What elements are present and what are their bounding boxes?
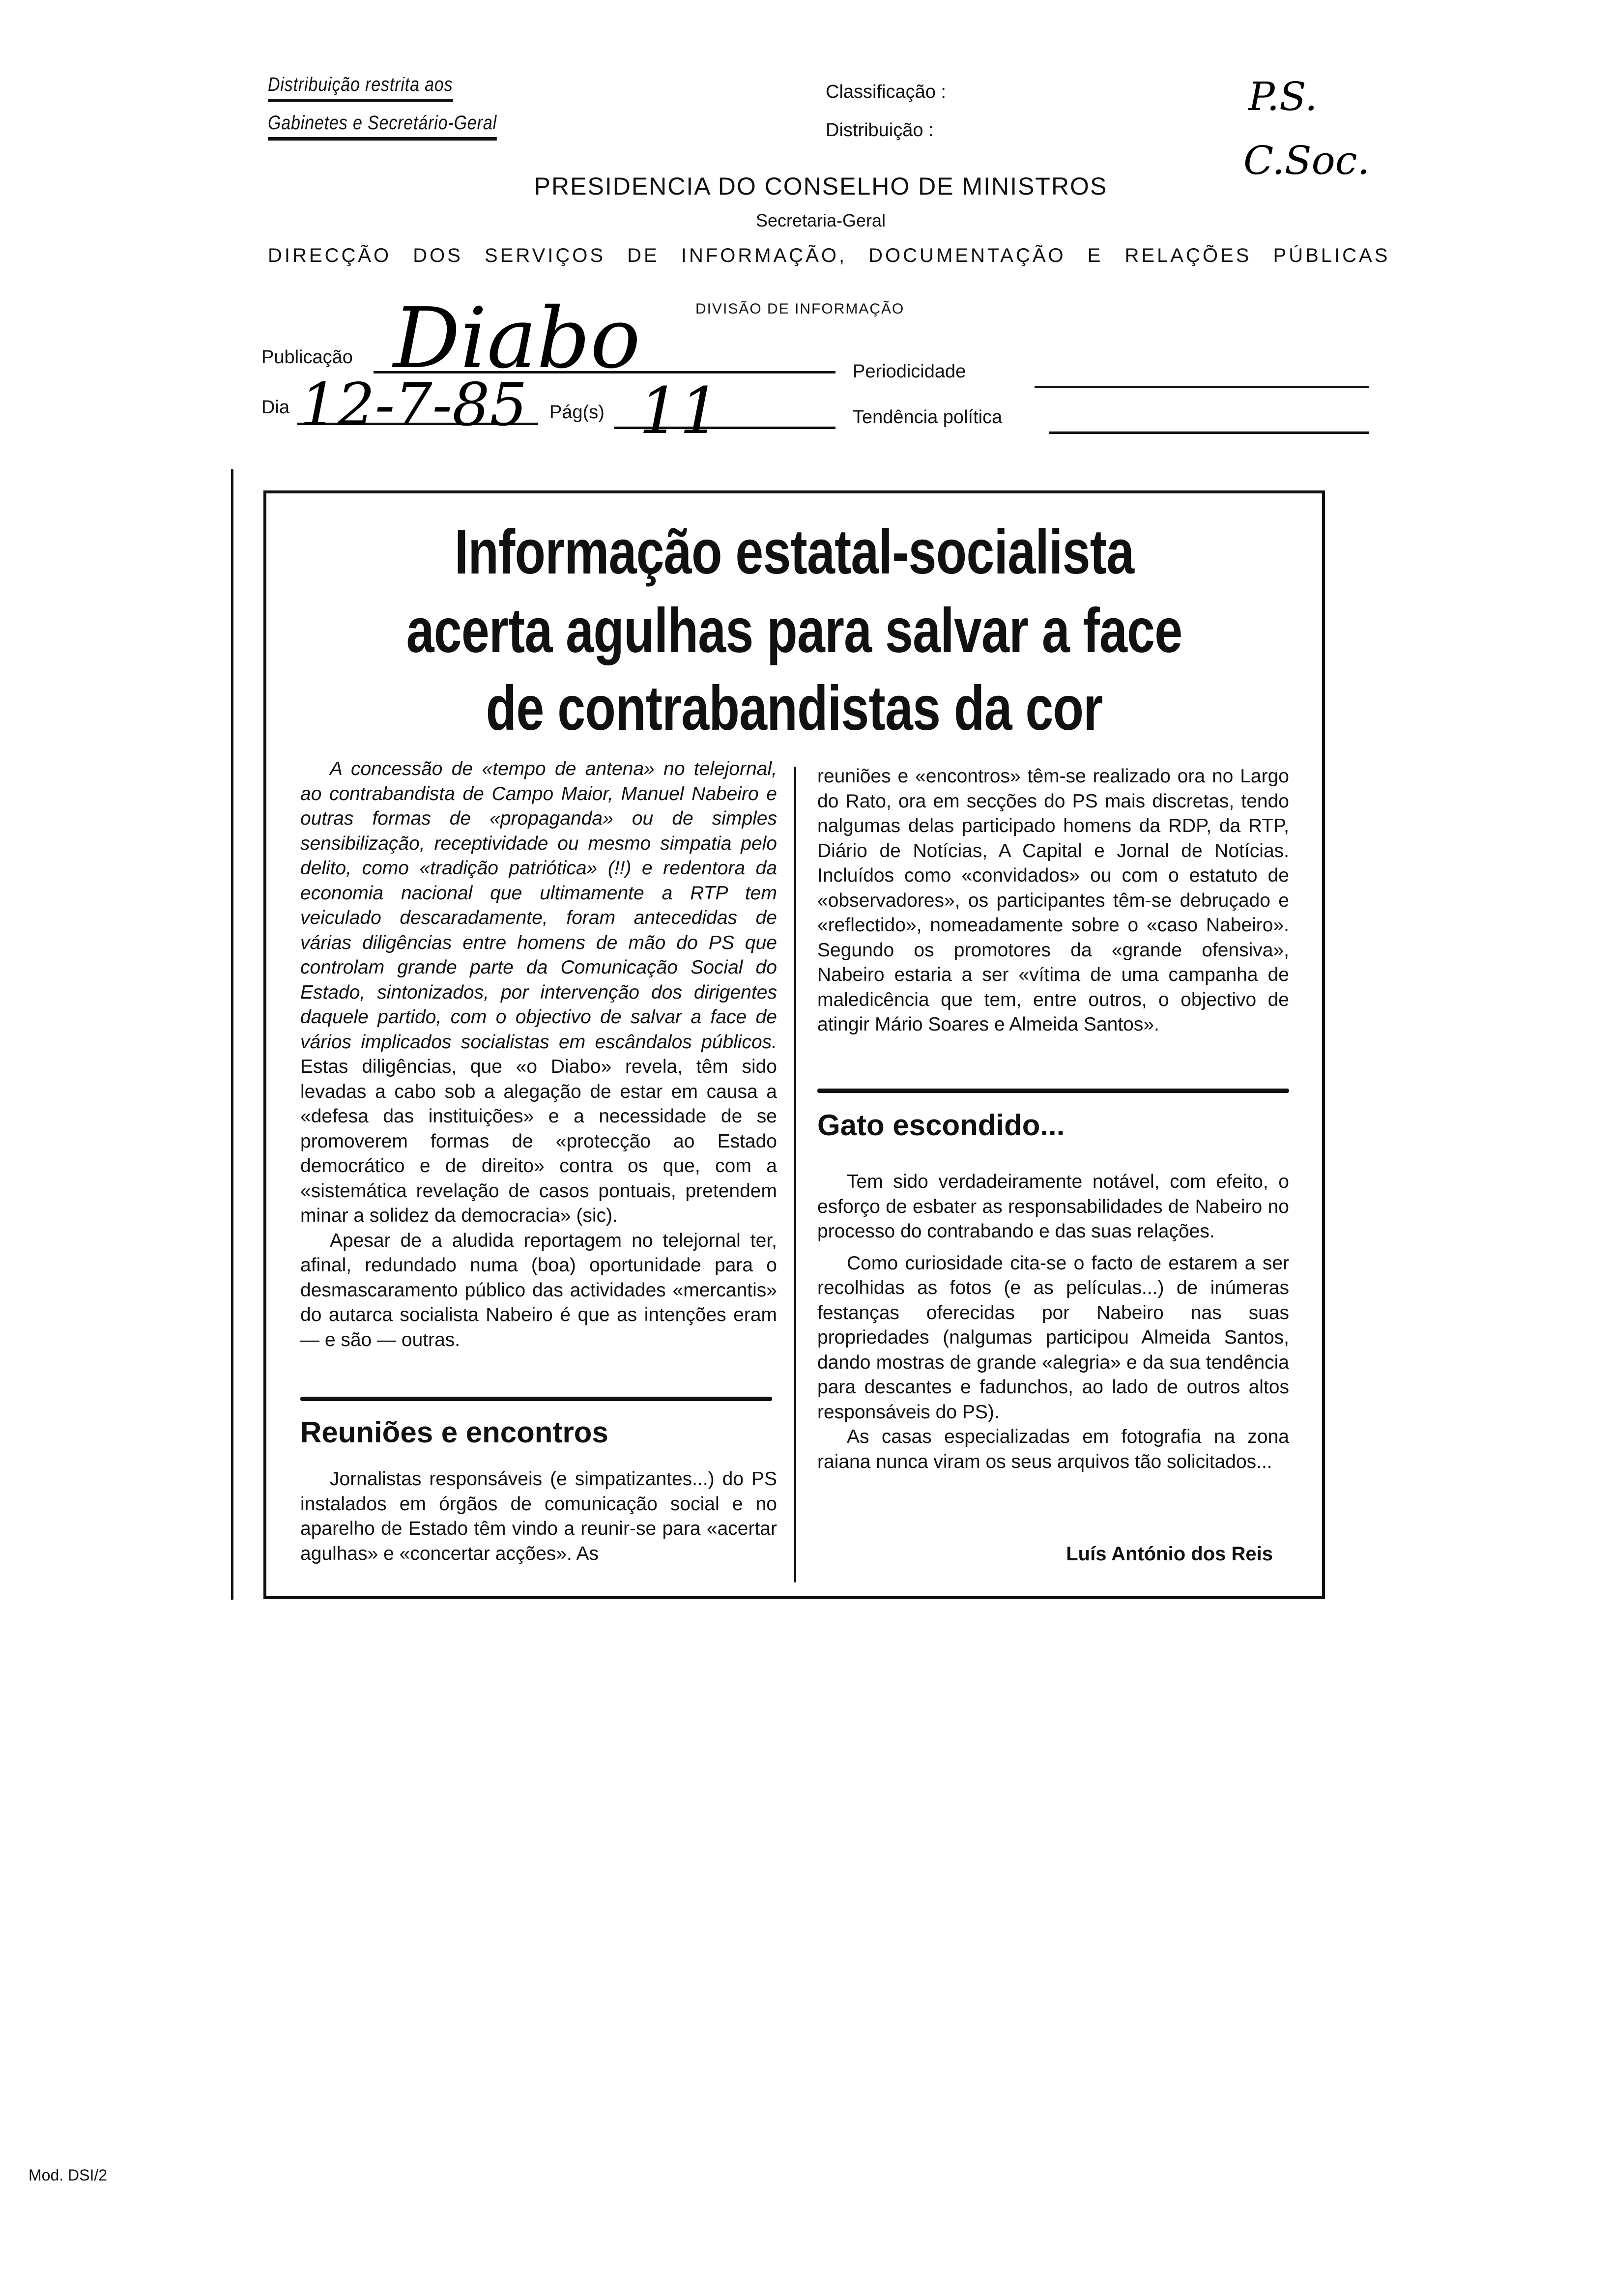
periodicity-label: Periodicidade [853, 361, 966, 382]
secretariat-subtitle: Secretaria-Geral [755, 210, 886, 230]
article-paragraph: Como curiosidade cita-se o facto de estarem a ser recolhidas as fotos (e as películas...) de inúmeras festanças oferecidas por Nabeiro nas suas propriedades (nalgumas participou Almeida Santos, dando mostras de grande «alegria» e da sua tendência para descantes e fadunchos, ao lado de outros altos responsáveis do PS). [817, 1252, 1289, 1423]
handwritten-classification: P.S. [1248, 74, 1318, 119]
pages-label: Pág(s) [549, 402, 604, 423]
publication-value: Diabo [393, 290, 641, 387]
periodicity-field [1035, 386, 1369, 388]
tendency-field [1049, 431, 1369, 434]
distribution-label: Distribuição : [826, 120, 934, 141]
article-right-column-bottom [817, 1170, 1289, 1474]
tendency-label: Tendência política [853, 407, 1003, 428]
subhead-gato-escondido: Gato escondido... [817, 1109, 1065, 1142]
article-left-column-bottom [300, 1467, 777, 1566]
clipping-margin-line [231, 469, 233, 1600]
day-label: Dia [261, 397, 290, 418]
article-paragraph: Apesar de a aludida reportagem no telejornal ter, afinal, redundado numa (boa) oportunidade para o desmascaramento público das actividades «mercantis» do autarca socialista Nabeiro é que as intenções eram — e são — outras. [300, 1230, 777, 1350]
article-lead: A concessão de «tempo de antena» no telejornal, ao contrabandista de Campo Maior, Manuel Nabeiro e outras formas de «propaganda» ou de simples sensibilização, receptividade ou mesmo simpatia pelo delito, como «tradição patriótica» (!!) e redentora da economia nacional que ultimamente a RTP tem veiculado descaradamente, foram antecedidas de várias diligências entre homens de mão do PS que controlam grande parte da Comunicação Social do Estado, sintonizados, por intervenção dos dirigentes daquele partido, com o objectivo de salvar a face de vários implicados socialistas em escândalos públicos. [300, 758, 777, 1053]
article-paragraph: Estas diligências, que «o Diabo» revela, têm sido levadas a cabo sob a alegação de estar em causa a «defesa das instituições» e a necessidade de se promoverem formas de «protecção ao Estado democrático e de direito» contra os que, com a «sistemática revelação de casos pontuais, pretendem minar a solidez da democracia» (sic). [300, 1056, 777, 1226]
headline-line-2: acerta agulhas para salvar a face [406, 596, 1182, 666]
headline-line-1: Informação estatal-socialista [454, 517, 1134, 587]
article-paragraph: reuniões e «encontros» têm-se realizado ora no Largo do Rato, ora em secções do PS mais discretas, tendo nalgumas delas participado homens da RDP, da RTP, Diário de Notícias, A Capital e Jornal de Notícias. Incluídos como «convidados» ou com o estatuto de «observadores», os participantes têm-se debruçado e «reflectido», nomeadamente sobre o «caso Nabeiro». Segundo os promotores da «grande ofensiva», Nabeiro estaria a ser «vítima de uma campanha de maledicência que tem, entre outros, o objectivo de atingir Mário Soares e Almeida Santos». [817, 766, 1289, 1035]
handwritten-distribution: C.Soc. [1243, 138, 1370, 183]
headline-line-3: de contrabandistas da cor [486, 673, 1103, 744]
section-divider [300, 1397, 772, 1401]
pages-value: 11 [639, 373, 720, 448]
column-divider [794, 767, 796, 1582]
section-divider [817, 1089, 1289, 1093]
division-title: DIVISÃO DE INFORMAÇÃO [695, 301, 905, 317]
classification-label: Classificação : [826, 82, 946, 102]
directorate-title: DIRECÇÃO DOS SERVIÇOS DE INFORMAÇÃO, DOCUMENTAÇÃO E RELAÇÕES PÚBLICAS [268, 245, 1390, 266]
article-paragraph: As casas especializadas em fotografia na zona raiana nunca viram os seus arquivos tão solicitados... [817, 1426, 1289, 1472]
distribution-restriction-line1: Distribuição restrita aos [268, 74, 453, 102]
day-value: 12-7-85 [300, 371, 527, 439]
article-author: Luís António dos Reis [1066, 1543, 1273, 1565]
form-code: Mod. DSI/2 [29, 2166, 108, 2184]
article-right-column [817, 764, 1289, 1037]
article-paragraph: Jornalistas responsáveis (e simpatizantes...) do PS instalados em órgãos de comunicação social e no aparelho de Estado têm vindo a reunir-se para «acertar agulhas» e «concertar acções». As [300, 1468, 777, 1564]
article-left-column [300, 757, 777, 1352]
distribution-restriction-line2: Gabinetes e Secretário-Geral [268, 112, 497, 141]
institution-title: PRESIDENCIA DO CONSELHO DE MINISTROS [534, 172, 1108, 200]
article-paragraph: Tem sido verdadeiramente notável, com efeito, o esforço de esbater as responsabilidades de Nabeiro no processo do contrabando e das suas relações. [817, 1171, 1289, 1242]
publication-label: Publicação [261, 347, 353, 368]
subhead-reunioes: Reuniões e encontros [300, 1416, 608, 1449]
